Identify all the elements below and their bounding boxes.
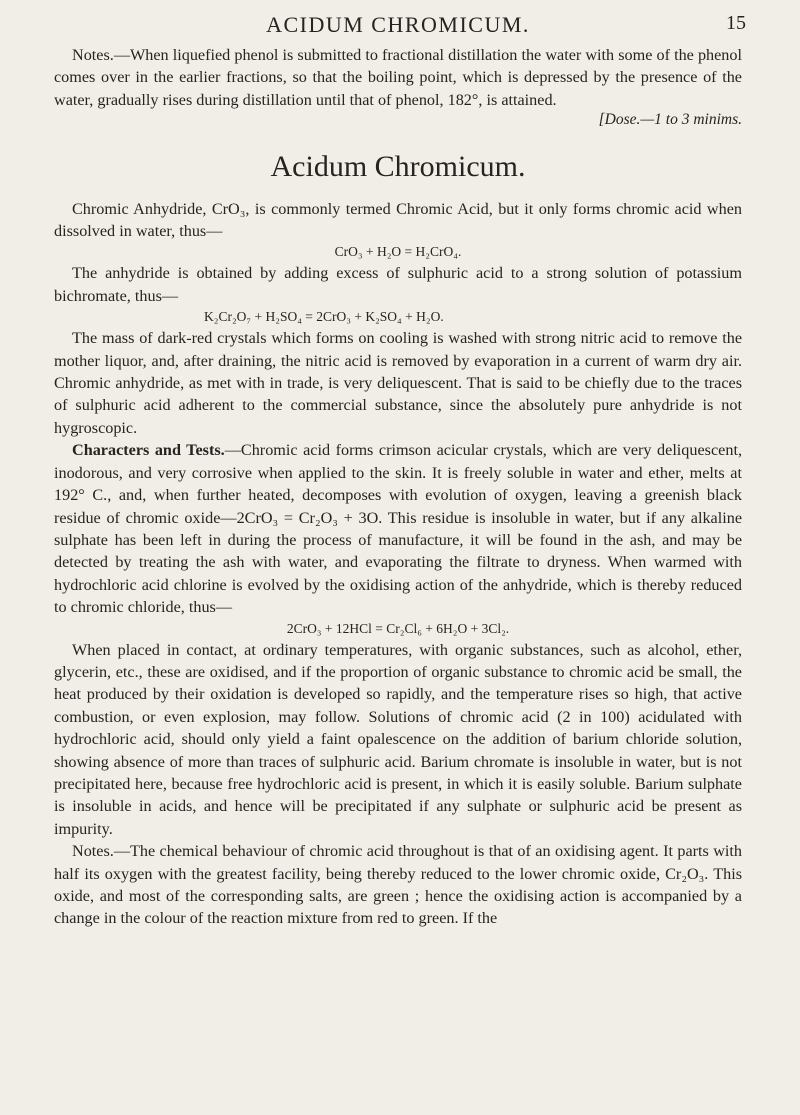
notes2-label: Notes.: [72, 842, 114, 861]
intro-paragraph-1: Chromic Anhydride, CrO₃, is commonly termed Chromic Acid, but it only forms chromic acid when dissolved in water, thus—: [54, 199, 742, 241]
characters-label: Characters and Tests.: [72, 441, 225, 460]
characters-paragraph-2: When placed in contact, at ordinary temperatures, with organic substances, such as alcohol, ether, glycerin, etc., these are oxidised, and if the proportion of organic substance to chromic acid be small, the heat produced by their oxidation is developed so rapidly, and the temperature rises so high, that active combustion, or even explosion, may follow. Solutions of chromic acid (2 in 100) acidulated with hydrochloric acid, should only yield a faint opalescence on the addition of barium chloride solution, showing absence of more than traces of sulphuric acid. Barium chromate is insoluble in water, but is not precipitated here, because free hydrochloric acid is present, in which it is easily soluble. Barium sulphate is insoluble in acids, and hence will be precipitated if any sulphate or sulphuric acid be present as impurity.: [54, 640, 742, 838]
intro-paragraph-2: The anhydride is obtained by adding excess of sulphuric acid to a strong solution of potassium bichromate, thus—: [54, 264, 742, 305]
section-heading: Acidum Chromicum.: [270, 149, 526, 183]
intro-paragraph-3: The mass of dark-red crystals which forms on cooling is washed with strong nitric acid to remove the mother liquor, and, after draining, the nitric acid is removed by evaporation in a current of warm dry air. Chromic anhydride, as met with in trade, is very deliquescent. That is said to be chiefly due to the traces of sulphuric acid adherent to the commercial substance, since the absolutely pure anhydride is not hygroscopic.: [54, 329, 742, 437]
page-number: 15: [726, 12, 746, 34]
running-title: ACIDUM CHROMICUM.: [266, 12, 530, 37]
characters-text: —Chromic acid forms crimson acicular crystals, which are very deliquescent, inodorous, and very corrosive when applied to the skin. It is freely soluble in water and ether, melts at 192° C., and, when further heated, decomposes with evolution of oxygen, leaving a greenish black residue of chromic oxide—2CrO₃ = Cr₂O₃ + 3O. This residue is insoluble in water, but if any alkaline sulphate has been left in during the process of manufacture, it will be found in the ash, and may be detected by treating the ash with water, and evaporating the filtrate to dryness. When warmed with hydrochloric acid chlorine is evolved by the oxidising action of the anhydride, which is thereby reduced to chromic chloride, thus—: [54, 441, 742, 617]
dose-line: [54, 109, 742, 131]
equation-3: 2CrO₃ + 12HCl = Cr₂Cl₆ + 6H₂O + 3Cl₂.: [286, 620, 510, 636]
notes-label: Notes.: [72, 46, 114, 64]
notes2-text: —The chemical behaviour of chromic acid throughout is that of an oxidising agent. It parts with half its oxygen with the greatest facility, being thereby reduced to the lower chromic oxide, Cr₂O₃. This oxide, and most of the corresponding salts, are green ; hence the oxidising action is accompanied by a change in the colour of the reaction mixture from red to green. If the: [54, 842, 742, 928]
notes-paragraph-2: [54, 840, 742, 930]
dose-text: [Dose.—1 to 3 minims.: [598, 111, 742, 129]
characters-paragraph: [54, 439, 742, 618]
notes-text: —When liquefied phenol is submitted to fractional distillation the water with some of the phenol comes over in the earlier fractions, so that the boiling point, which is depressed by the presence of the water, gradually rises during distillation until that of phenol, 182°, is attained.: [54, 46, 742, 109]
equation-1: CrO₃ + H₂O = H₂CrO₄.: [334, 244, 462, 260]
running-head: [54, 10, 746, 44]
notes-paragraph: [54, 44, 742, 111]
equation-2: K₂Cr₂O₇ + H₂SO₄ = 2CrO₃ + K₂SO₄ + H₂O.: [204, 309, 444, 325]
